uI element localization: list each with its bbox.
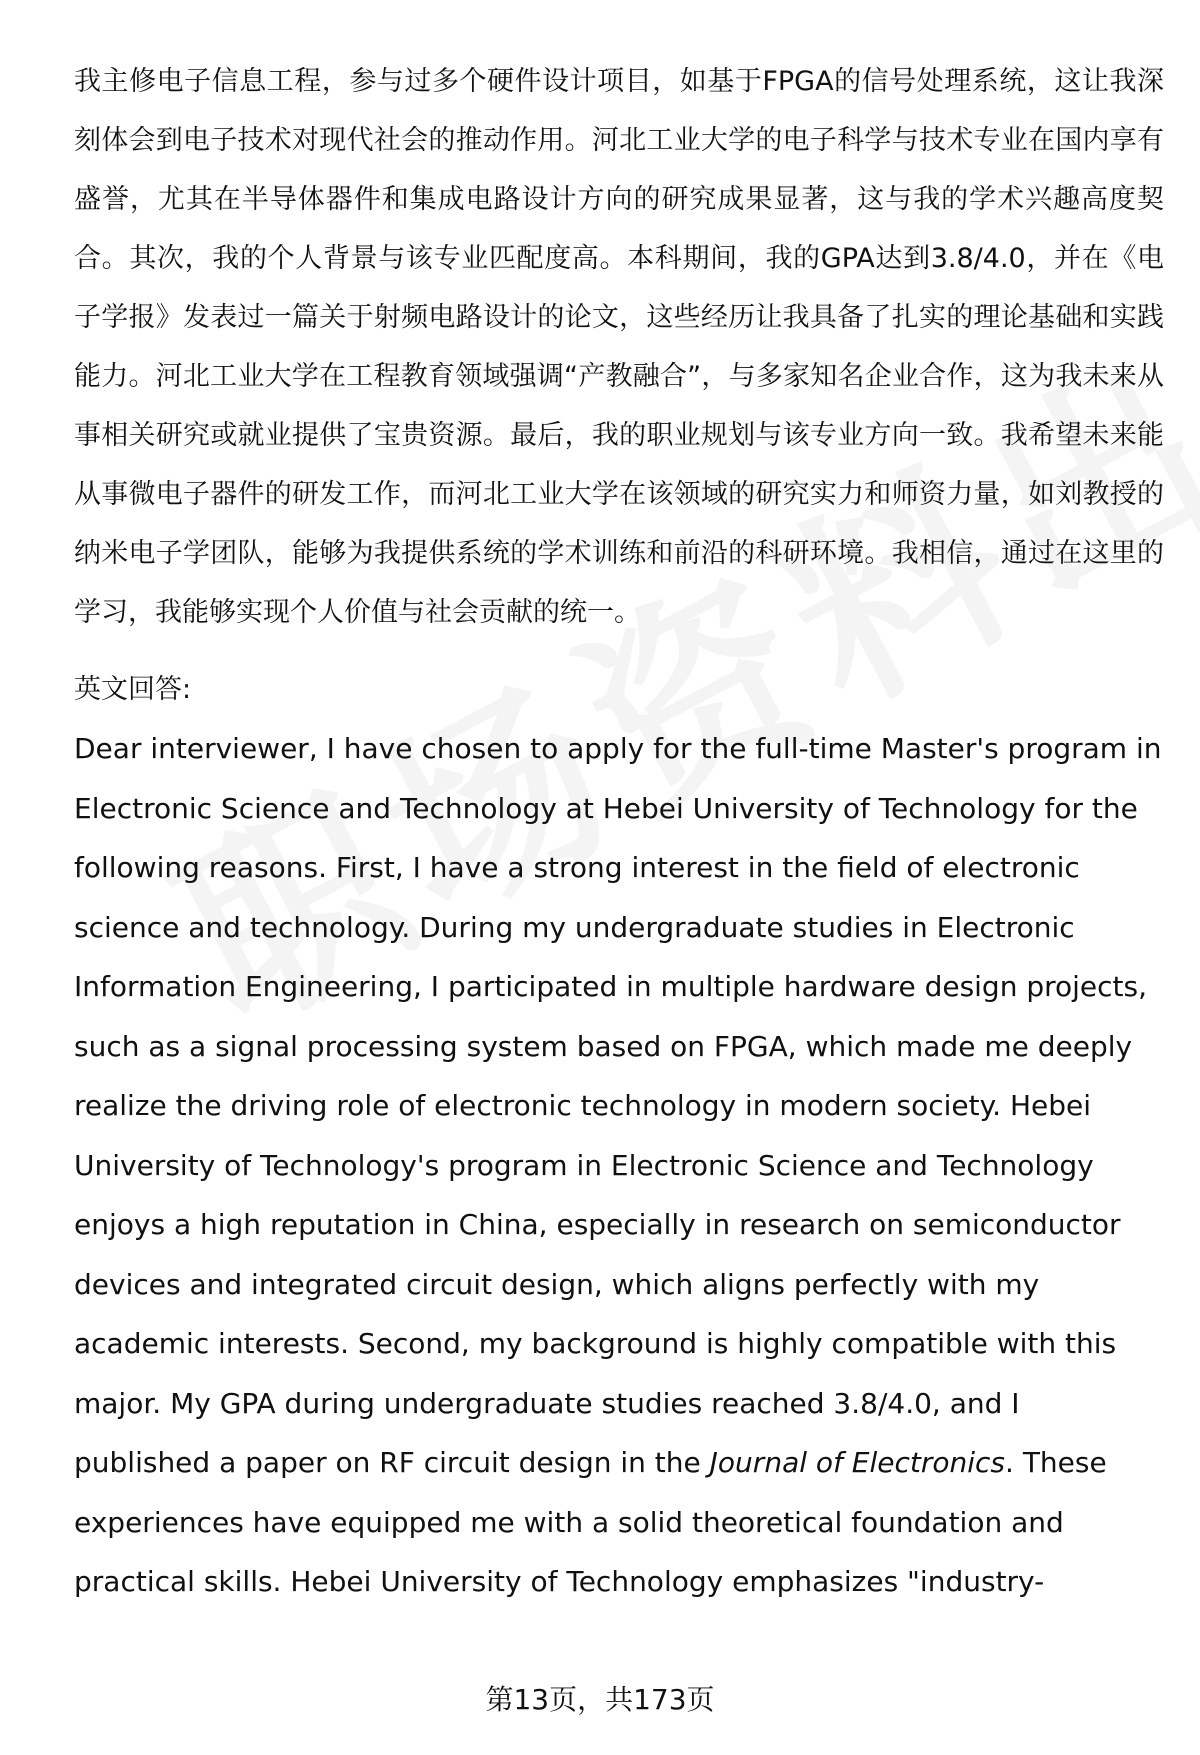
english-answer-paragraph — [74, 719, 1164, 1612]
english-text-part-2: . These experiences have equipped me with a solid theoretical foundation and practical skills. Hebei University of Technology emphasizes "industry- — [74, 1446, 1107, 1598]
chinese-answer-paragraph: 我主修电子信息工程，参与过多个硬件设计项目，如基于FPGA的信号处理系统，这让我深刻体会到电子技术对现代社会的推动作用。河北工业大学的电子科学与技术专业在国内享有盛誉，尤其在半导体器件和集成电路设计方向的研究成果显著，这与我的学术兴趣高度契合。其次，我的个人背景与该专业匹配度高。本科期间，我的GPA达到3.8/4.0，并在《电子学报》发表过一篇关于射频电路设计的论文，这些经历让我具备了扎实的理论基础和实践能力。河北工业大学在工程教育领域强调“产教融合”，与多家知名企业合作，这为我未来从事相关研究或就业提供了宝贵资源。最后，我的职业规划与该专业方向一致。我希望未来能从事微电子器件的研发工作，而河北工业大学在该领域的研究实力和师资力量，如刘教授的纳米电子学团队，能够为我提供系统的学术训练和前沿的科研环境。我相信，通过在这里的学习，我能够实现个人价值与社会贡献的统一。 — [74, 66, 1164, 628]
english-answer-label: 英文回答: — [74, 674, 192, 705]
english-text-part-1: Dear interviewer, I have chosen to apply for the full-time Master's program in Electronic Science and Technology at Hebei University of Technology for the following reasons. First, I have a strong interest in the field of electronic science and technology. During my undergraduate studies in Electronic Information Engineering, I participated in multiple hardware design projects, such as a signal processing system based on FPGA, which made me deeply realize the driving role of electronic technology in modern society. Hebei University of Technology's program in Electronic Science and Technology enjoys a high reputation in China, especially in research on semiconductor devices and integrated circuit design, which aligns perfectly with my academic interests. Second, my background is highly compatible with this major. My GPA during undergraduate studies reached 3.8/4.0, and I published a paper on RF circuit design in the — [74, 732, 1162, 1479]
journal-title: Journal of Electronics — [709, 1446, 1006, 1479]
page-number-footer: 第13页，共173页 — [485, 1683, 715, 1716]
page-content — [74, 52, 1164, 1612]
